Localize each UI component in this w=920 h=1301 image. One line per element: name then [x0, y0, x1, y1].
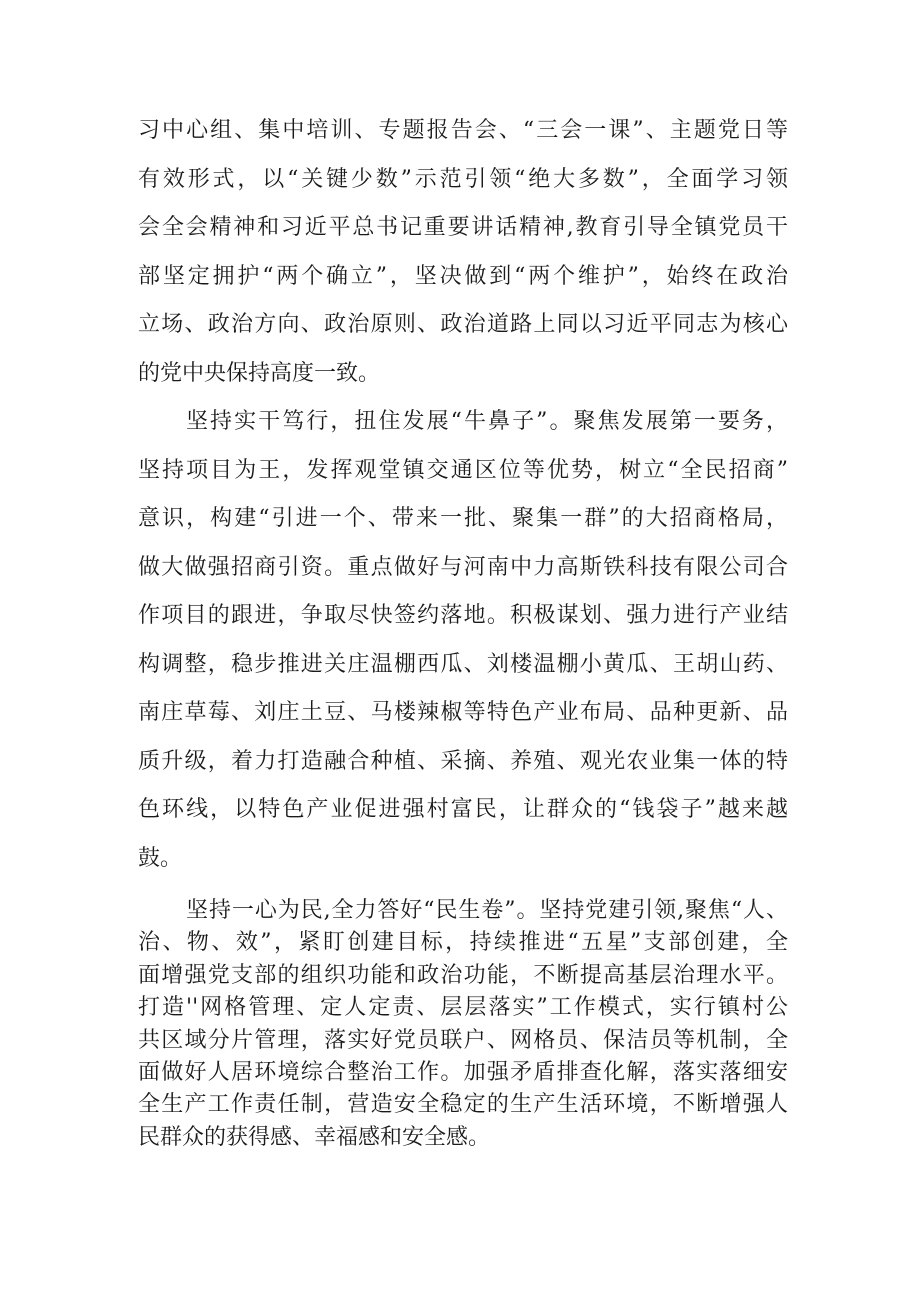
- text-line: 治、物、效”，紧盯创建目标，持续推进“五星”支部创建，全: [138, 930, 788, 956]
- text-line: 坚持实干笃行，扭住发展“牛鼻子”。聚焦发展第一要务，: [186, 409, 788, 434]
- text-line: 习中心组、集中培训、专题报告会、“三会一课”、主题党日等: [138, 118, 788, 143]
- text-line: 部坚定拥护“两个确立”，坚决做到“两个维护”，始终在政治: [138, 263, 788, 289]
- text-line: 构调整，稳步推进关庄温棚西瓜、刘楼温棚小黄瓜、王胡山药、: [138, 651, 788, 677]
- text-line: 有效形式，以“关键少数”示范引领“绝大多数”，全面学习领: [138, 166, 788, 192]
- text-line: 坚持项目为王，发挥观堂镇交通区位等优势，树立“全民招商”: [138, 457, 788, 483]
- text-line: 意识，构建“引进一个、带来一批、聚集一群”的大招商格局，: [138, 506, 788, 531]
- text-line: 面增强党支部的组织功能和政治功能，不断提高基层治理水平。: [138, 962, 788, 988]
- text-line: 南庄草莓、刘庄土豆、马楼辣椒等特色产业布局、品种更新、品: [138, 700, 788, 725]
- paragraph-livelihood: [138, 895, 788, 1154]
- paragraph-development: [138, 398, 788, 883]
- text-line: 打造''网格管理、定人定责、层层落实”工作模式，实行镇村公: [138, 995, 788, 1021]
- text-line: 质升级，着力打造融合种植、采摘、养殖、观光农业集一体的特: [138, 748, 788, 774]
- text-line: 做大做强招商引资。重点做好与河南中力高斯铁科技有限公司合: [138, 554, 788, 580]
- text-line: 坚持一心为民,全力答好“民生卷”。坚持党建引领,聚焦“人、: [186, 898, 788, 923]
- text-line: 会全会精神和习近平总书记重要讲话精神,教育引导全镇党员干: [138, 215, 788, 240]
- text-line: 民群众的获得感、幸福感和安全感。: [138, 1124, 491, 1150]
- text-line: 立场、政治方向、政治原则、政治道路上同以习近平同志为核心: [138, 312, 788, 337]
- text-line: 全生产工作责任制，营造安全稳定的生产生活环境，不断增强人: [138, 1092, 788, 1118]
- text-line: 的党中央保持高度一致。: [138, 360, 381, 386]
- text-line: 面做好人居环境综合整治工作。加强矛盾排查化解，落实落细安: [138, 1060, 788, 1086]
- paragraph-party-study: [138, 107, 788, 398]
- text-line: 作项目的跟进，争取尽快签约落地。积极谋划、强力进行产业结: [138, 603, 788, 628]
- text-line: 共区域分片管理，落实好党员联户、网格员、保洁员等机制，全: [138, 1027, 788, 1053]
- text-line: 鼓。: [138, 845, 183, 871]
- text-line: 色环线，以特色产业促进强村富民，让群众的“钱袋子”越来越: [138, 797, 788, 822]
